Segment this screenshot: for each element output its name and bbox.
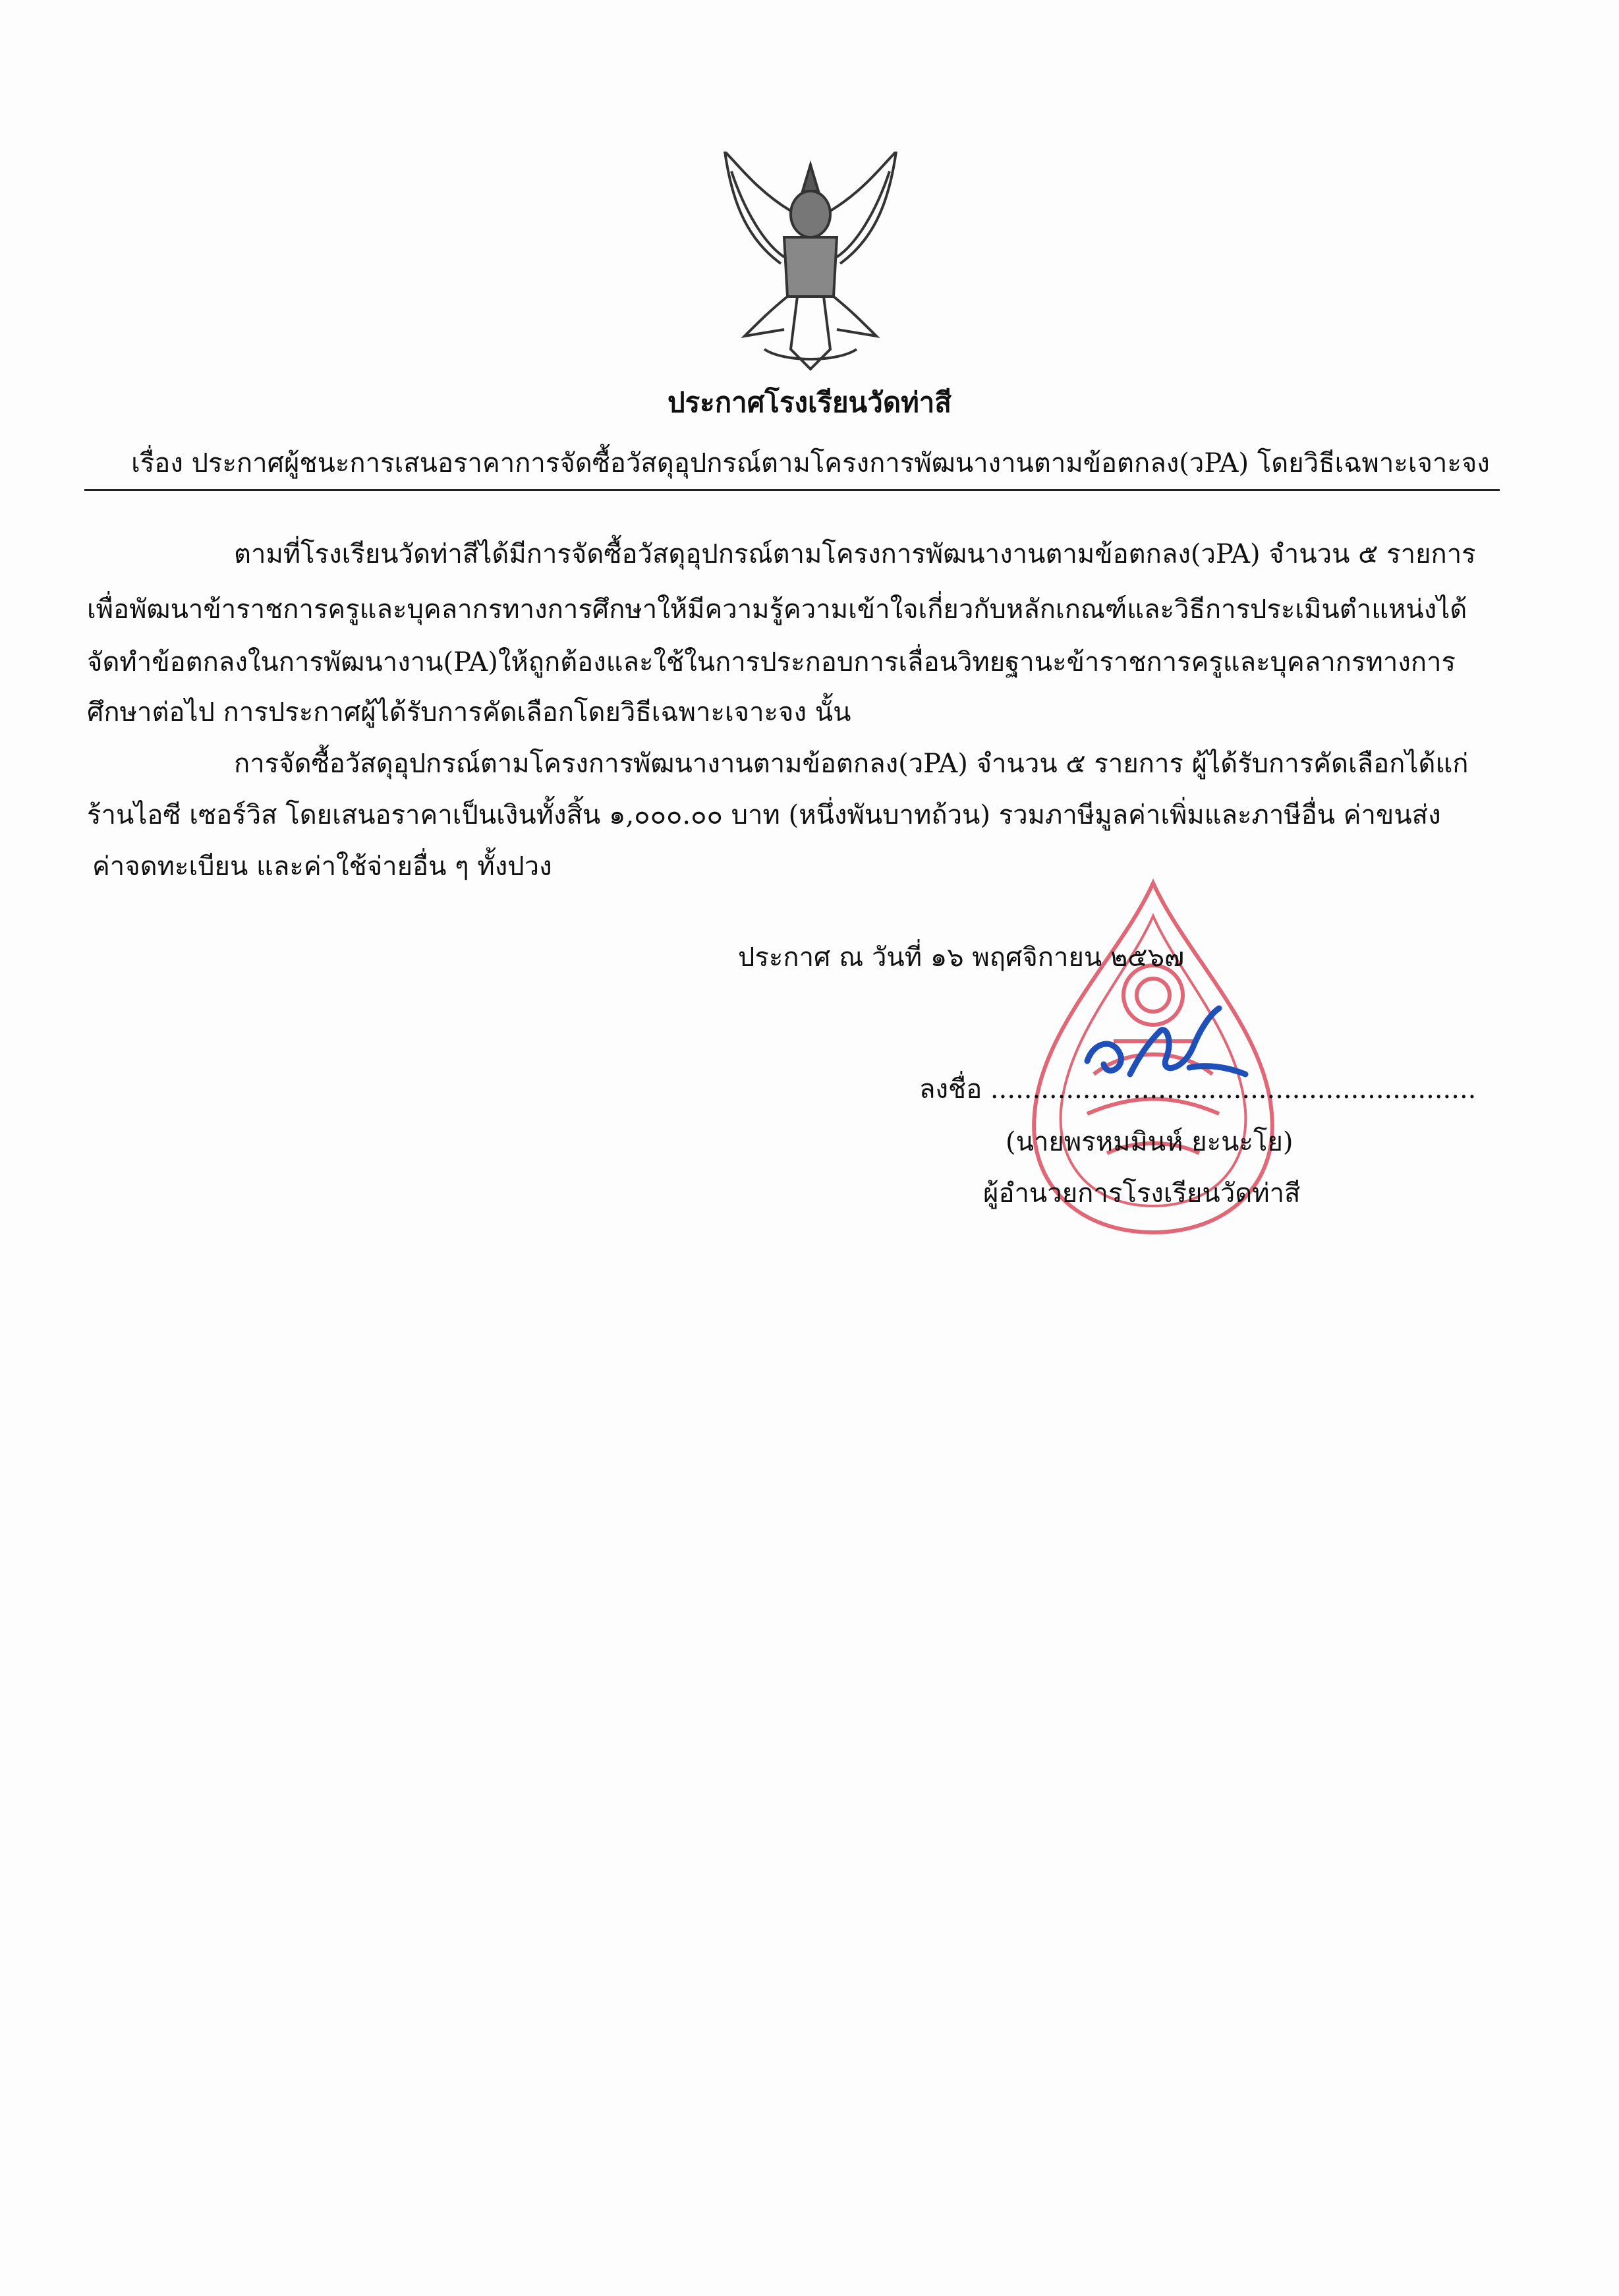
body-line: ศึกษาต่อไป การประกาศผู้ได้รับการคัดเลือกโดยวิธีเฉพาะเจาะจง นั้น (87, 697, 851, 728)
document-subject: เรื่อง ประกาศผู้ชนะการเสนอราคาการจัดซื้อวัสดุอุปกรณ์ตามโครงการพัฒนางานตามข้อตกลง(วPA) โดยวิธีเฉพาะเจาะจง (131, 448, 1490, 478)
body-line: ร้านไอซี เซอร์วิส โดยเสนอราคาเป็นเงินทั้งสิ้น ๑,๐๐๐.๐๐ บาท (หนึ่งพันบาทถ้วน) รวมภาษีมูลค่าเพิ่มและภาษีอื่น ค่าขนส่ง (87, 800, 1441, 830)
body-line: เพื่อพัฒนาข้าราชการครูและบุคลากรทางการศึกษาให้มีความรู้ความเข้าใจเกี่ยวกับหลักเกณฑ์และวิธีการประเมินตำแหน่งได้ (87, 594, 1467, 625)
body-line: ตามที่โรงเรียนวัดท่าสีได้มีการจัดซื้อวัสดุอุปกรณ์ตามโครงการพัฒนางานตามข้อตกลง(วPA) จำนวน ๕ รายการ (234, 539, 1476, 569)
garuda-emblem (718, 152, 903, 376)
signer-position: ผู้อำนวยการโรงเรียนวัดท่าสี (983, 1178, 1301, 1209)
header-divider (84, 489, 1500, 491)
body-line: การจัดซื้อวัสดุอุปกรณ์ตามโครงการพัฒนางานตามข้อตกลง(วPA) จำนวน ๕ รายการ ผู้ได้รับการคัดเลือกได้แก่ (234, 749, 1469, 779)
document-title: ประกาศโรงเรียนวัดท่าสี (667, 386, 952, 418)
body-line: จัดทำข้อตกลงในการพัฒนางาน(PA)ให้ถูกต้องและใช้ในการประกอบการเลื่อนวิทยฐานะข้าราชการครูและบุคลากรทางการ (87, 647, 1456, 677)
signer-name: (นายพรหมมินห์ ยะนะโย) (1006, 1127, 1293, 1157)
announcement-date: ประกาศ ณ วันที่ ๑๖ พฤศจิกายน ๒๕๖๗ (738, 942, 1185, 973)
handwritten-signature (1067, 1002, 1265, 1094)
body-line: ค่าจดทะเบียน และค่าใช้จ่ายอื่น ๆ ทั้งปวง (92, 851, 552, 882)
signature-line: ลงชื่อ .......................................................... (919, 1074, 1477, 1105)
